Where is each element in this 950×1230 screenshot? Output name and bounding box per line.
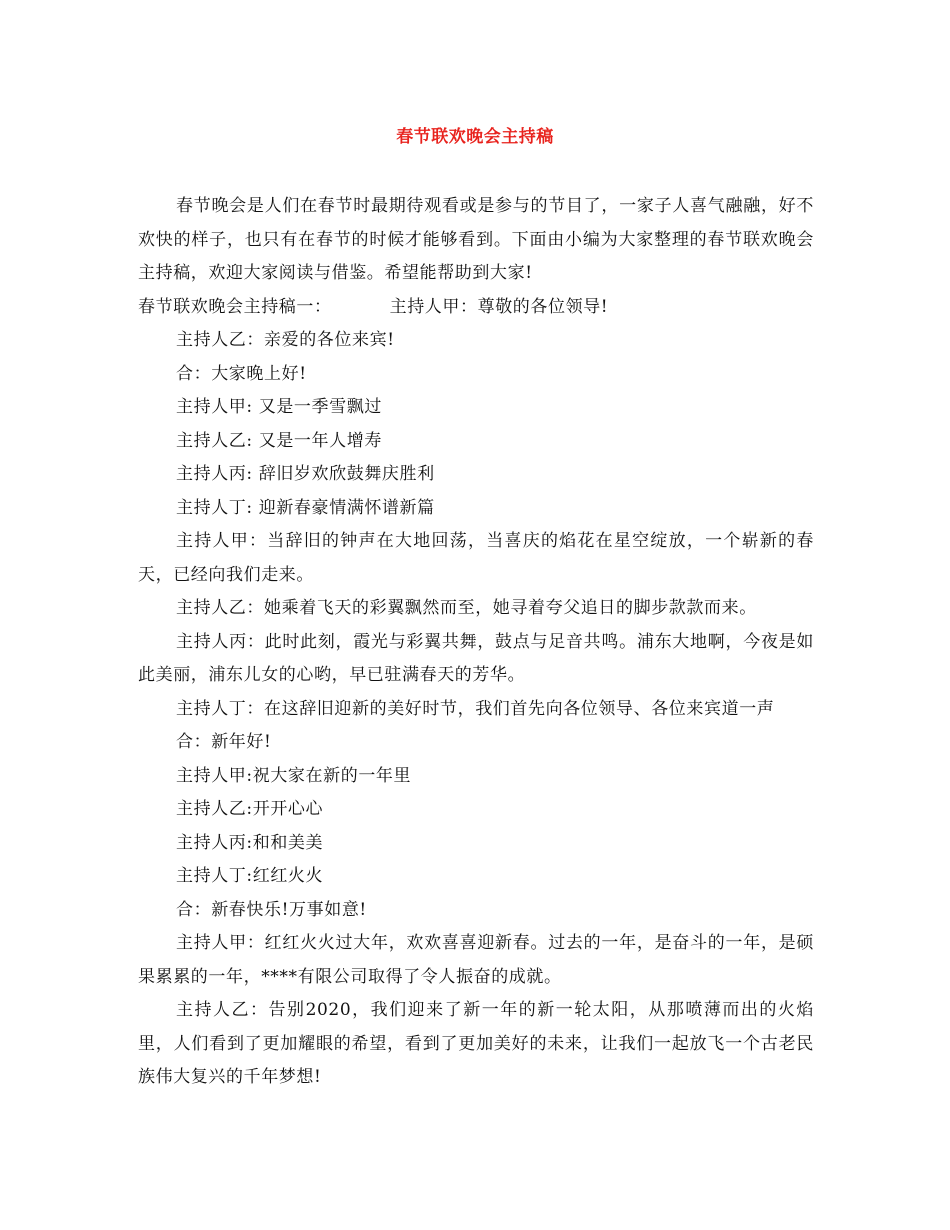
section-first-line: 主持人甲：尊敬的各位领导! [389,296,609,317]
script-line: 主持人乙：告别2020，我们迎来了新一年的新一轮太阳，从那喷薄而出的火焰里，人们看到了更加耀眼的希望，看到了更加美好的未来，让我们一起放飞一个古老民族伟大复兴的千年梦想! [138,1000,814,1087]
script-line: 主持人丁: 迎新春豪情满怀谱新篇 [176,497,435,518]
script-line: 主持人丙:和和美美 [176,832,324,853]
script-line: 主持人乙：她乘着飞天的彩翼飘然而至，她寻着夸父追日的脚步款款而来。 [176,598,757,618]
script-line: 主持人丁：在这辞旧迎新的美好时节，我们首先向各位领导、各位来宾道一声 [176,698,775,719]
script-line: 主持人甲: 又是一季雪飘过 [176,397,382,417]
script-line: 合：大家晚上好! [176,363,307,384]
script-line: 主持人乙:开开心心 [176,799,324,819]
document-body [138,190,814,1095]
script-line: 主持人丙: 辞旧岁欢欣鼓舞庆胜利 [176,464,435,484]
script-line: 合：新年好! [176,732,272,752]
script-line: 合：新春快乐!万事如意! [176,899,367,920]
script-line: 主持人丙：此时此刻，霞光与彩翼共舞，鼓点与足音共鸣。浦东大地啊，今夜是如此美丽，浦东儿女的心哟，早已驻满春天的芳华。 [138,631,814,685]
script-line: 主持人甲：当辞旧的钟声在大地回荡，当喜庆的焰花在星空绽放，一个崭新的春天，已经向我们走来。 [138,531,814,585]
section-heading: 春节联欢晚会主持稿一： [138,296,332,317]
section-heading-line [138,291,814,325]
script-line: 主持人甲:祝大家在新的一年里 [176,765,412,786]
script-line: 主持人甲：红红火火过大年，欢欢喜喜迎新春。过去的一年，是奋斗的一年，是硕果累累的一年，****有限公司取得了令人振奋的成就。 [138,933,814,987]
script-line: 主持人丁:红红火火 [176,866,324,886]
document-title: 春节联欢晚会主持稿 [396,127,554,147]
script-line: 主持人乙: 又是一年人增寿 [176,430,382,451]
script-line: 主持人乙：亲爱的各位来宾! [176,330,395,350]
intro-paragraph: 春节晚会是人们在春节时最期待观看或是参与的节目了，一家子人喜气融融，好不欢快的样子，也只有在春节的时候才能够看到。下面由小编为大家整理的春节联欢晚会主持稿，欢迎大家阅读与借鉴。希望能帮助到大家! [138,196,814,283]
